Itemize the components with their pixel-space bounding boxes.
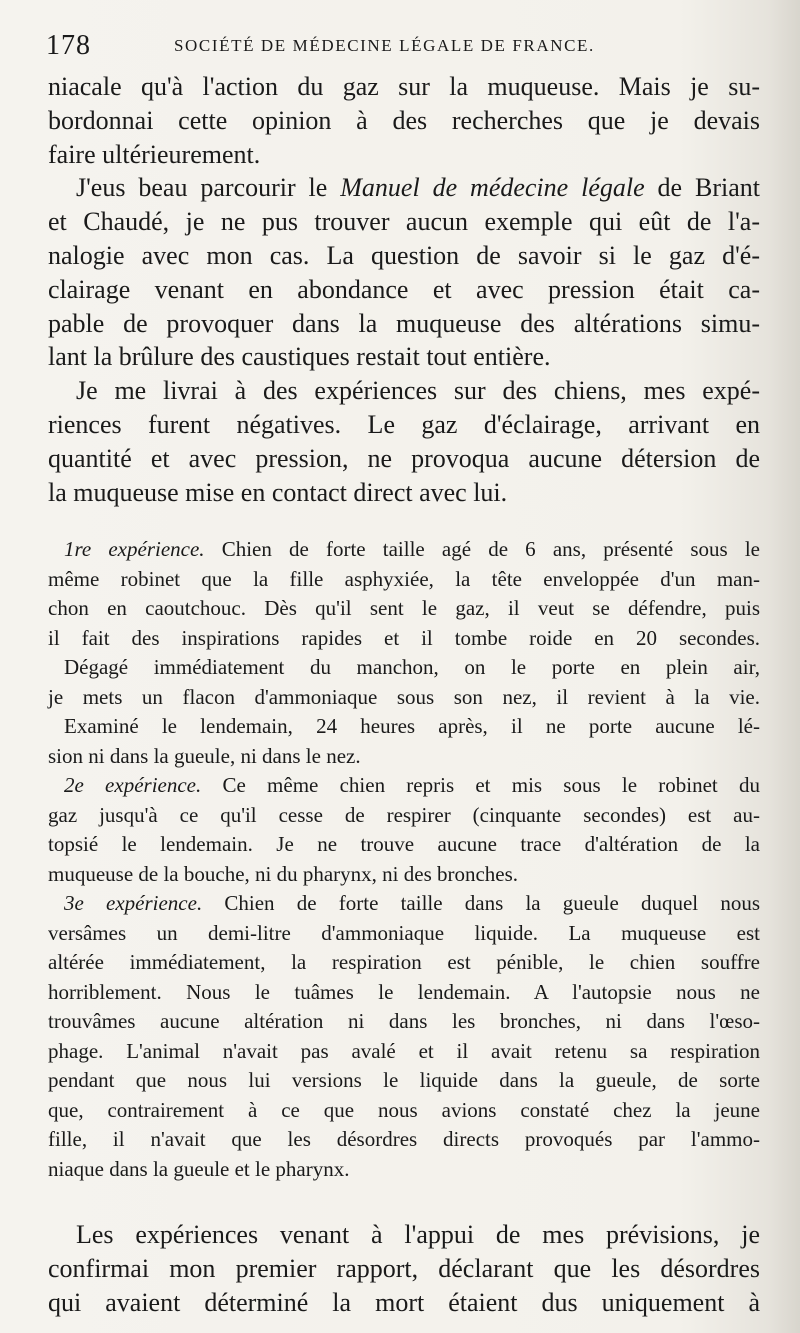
text-segment: de Briant <box>644 173 760 203</box>
text-line: phage. L'animal n'avait pas avalé et il avait retenu sa respiration <box>48 1038 760 1063</box>
text-line: gaz jusqu'à ce qu'il cesse de respirer (cinquante secondes) est au- <box>48 802 760 827</box>
text-line: Je me livrai à des expériences sur des chiens, mes expé- <box>76 376 760 406</box>
text-line: pendant que nous lui versions le liquide dans la gueule, de sorte <box>48 1068 760 1093</box>
paragraph-continuation <box>48 70 760 171</box>
text-line: pable de provoquer dans la muqueuse des altérations simu- <box>48 308 760 338</box>
text-line <box>48 535 760 565</box>
text-segment: Chien de forte taille dans la gueule duquel nous <box>202 891 760 916</box>
paragraph-conclusion <box>48 1218 760 1319</box>
experiment-3 <box>48 889 760 1184</box>
text-line: faire ultérieurement. <box>48 139 261 169</box>
text-line: versâmes un demi-litre d'ammoniaque liquide. La muqueuse est <box>48 920 760 945</box>
text-line: Dégagé immédiatement du manchon, on le porte en plein air, <box>64 655 760 680</box>
page-body <box>48 70 760 1320</box>
experiment-2 <box>48 771 760 889</box>
text-line: niacale qu'à l'action du gaz sur la muqueuse. Mais je su- <box>48 72 760 101</box>
text-line <box>48 171 760 205</box>
text-line: je mets un flacon d'ammoniaque sous son nez, il revient à la vie. <box>48 684 760 709</box>
text-line: niaque dans la gueule et le pharynx. <box>48 1156 350 1181</box>
text-line: altérée immédiatement, la respiration est pénible, le chien souffre <box>48 950 760 975</box>
text-line: chon en caoutchouc. Dès qu'il sent le gaz, il veut se défendre, puis <box>48 596 760 621</box>
text-line: Les expériences venant à l'appui de mes prévisions, je <box>76 1220 760 1250</box>
text-line: il fait des inspirations rapides et il tombe roide en 20 secondes. <box>48 625 760 650</box>
text-line: confirmai mon premier rapport, déclarant que les désordres <box>48 1254 760 1284</box>
text-line <box>48 771 760 801</box>
text-line: Examiné le lendemain, 24 heures après, il ne porte aucune lé- <box>64 714 760 739</box>
text-segment: Ce même chien repris et mis sous le robinet du <box>201 773 760 798</box>
text-line: trouvâmes aucune altération ni dans les bronches, ni dans l'œso- <box>48 1009 760 1034</box>
text-line: bordonnai cette opinion à des recherches que je devais <box>48 105 760 135</box>
book-title: Manuel de médecine légale <box>340 173 645 203</box>
page-number: 178 <box>46 30 91 61</box>
text-line: clairage venant en abondance et avec pression était ca- <box>48 274 760 304</box>
text-line: que, contrairement à ce que nous avions constaté chez la jeune <box>48 1097 760 1122</box>
text-line: qui avaient déterminé la mort étaient dus uniquement à <box>48 1287 760 1317</box>
page-header <box>46 28 746 68</box>
text-line: horriblement. Nous le tuâmes le lendemain. A l'autopsie nous ne <box>48 979 760 1004</box>
experiment-label: 3e expérience. <box>64 891 203 916</box>
running-head: SOCIÉTÉ DE MÉDECINE LÉGALE DE FRANCE. <box>174 36 595 55</box>
paragraph-manuel <box>48 171 760 374</box>
text-line: nalogie avec mon cas. La question de savoir si le gaz d'é- <box>48 240 760 270</box>
text-line <box>48 889 760 919</box>
paragraph-experiences <box>48 374 760 509</box>
text-line: muqueuse de la bouche, ni du pharynx, ni des bronches. <box>48 861 519 886</box>
text-segment: J'eus beau parcourir le <box>76 173 341 203</box>
text-line: sion ni dans la gueule, ni dans le nez. <box>48 743 361 768</box>
experiment-label: 1re expérience. <box>64 537 205 562</box>
text-line: la muqueuse mise en contact direct avec lui. <box>48 477 508 507</box>
text-line: et Chaudé, je ne pus trouver aucun exemple qui eût de l'a- <box>48 207 760 237</box>
experiment-1 <box>48 535 760 771</box>
text-line: topsié le lendemain. Je ne trouve aucune trace d'altération de la <box>48 832 760 857</box>
text-segment: Chien de forte taille agé de 6 ans, présenté sous le <box>204 537 760 562</box>
text-line: fille, il n'avait que les désordres directs provoqués par l'ammo- <box>48 1127 760 1152</box>
text-line: même robinet que la fille asphyxiée, la tête enveloppée d'un man- <box>48 566 760 591</box>
text-line: quantité et avec pression, ne provoqua aucune détersion de <box>48 443 760 473</box>
text-line: riences furent négatives. Le gaz d'éclairage, arrivant en <box>48 409 760 439</box>
text-line: lant la brûlure des caustiques restait tout entière. <box>48 342 551 372</box>
experiment-label: 2e expérience. <box>64 773 202 798</box>
